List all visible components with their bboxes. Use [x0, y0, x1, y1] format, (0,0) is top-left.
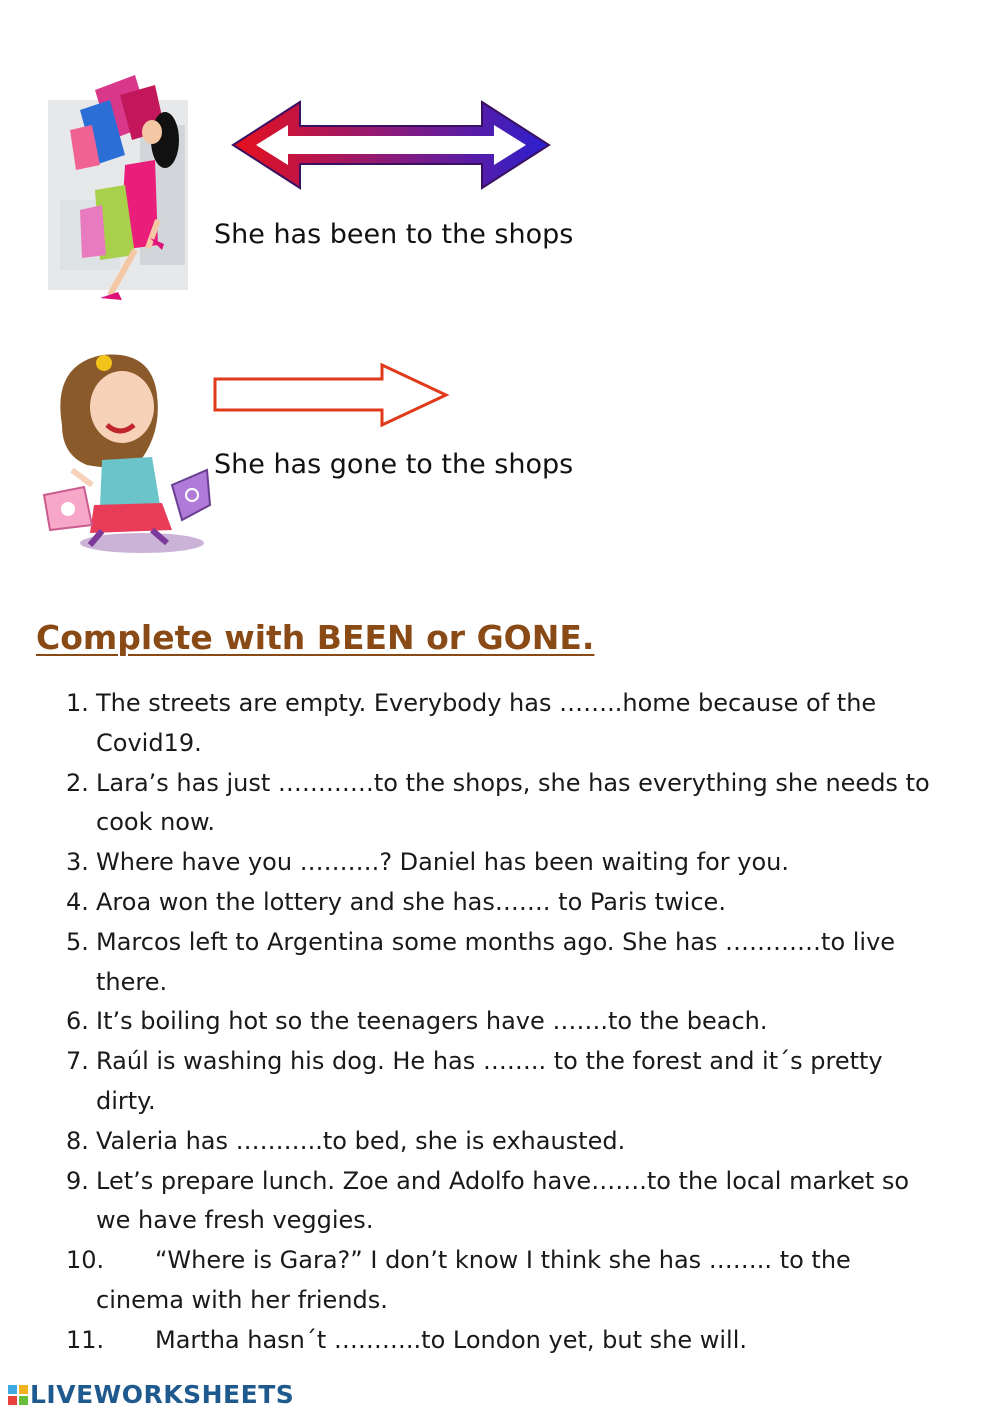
- item-number: 1.: [66, 689, 89, 717]
- right-arrow-icon: [212, 362, 450, 428]
- exercise-heading: Complete with BEEN or GONE.: [36, 618, 595, 657]
- item-number: 8.: [66, 1126, 89, 1155]
- gone-caption: She has gone to the shops: [214, 449, 574, 480]
- item-number: 5.: [66, 927, 89, 956]
- item-text: Aroa won the lottery and she has……. to Paris twice.: [96, 888, 726, 916]
- item-text: Lara’s has just …………to the shops, she has everything she needs to: [96, 768, 930, 797]
- item-number: 11.: [66, 1325, 105, 1354]
- double-arrow-icon: [228, 98, 554, 192]
- item-text: Let’s prepare lunch. Zoe and Adolfo have…….to the local market so: [96, 1166, 910, 1195]
- item-number: 6.: [66, 1007, 89, 1036]
- girl-shopping-illustration: [32, 345, 212, 555]
- item-number: 4.: [66, 888, 89, 916]
- item-text: Marcos left to Argentina some months ago. She has …………to live: [96, 927, 896, 956]
- item-text-continued: cook now.: [96, 808, 216, 837]
- item-text: Martha hasn´t ………..to London yet, but she will.: [155, 1325, 747, 1354]
- liveworksheets-logo: [8, 1380, 294, 1409]
- item-text-continued: dirty.: [96, 1086, 156, 1115]
- item-number: 7.: [66, 1047, 89, 1076]
- shopping-woman-illustration: [40, 70, 195, 310]
- item-number: 2.: [66, 768, 89, 797]
- item-text-continued: cinema with her friends.: [96, 1285, 388, 1314]
- item-text: Raúl is washing his dog. He has …….. to the forest and it´s pretty: [96, 1047, 883, 1076]
- item-text: “Where is Gara?” I don’t know I think she has …….. to the: [155, 1246, 851, 1275]
- item-text-continued: there.: [96, 967, 168, 996]
- item-text: It’s boiling hot so the teenagers have …….to the beach.: [96, 1007, 768, 1036]
- item-text: Where have you ……….? Daniel has been waiting for you.: [96, 848, 789, 877]
- item-text: The streets are empty. Everybody has ……..home because of the: [96, 689, 877, 717]
- item-number: 3.: [66, 848, 89, 877]
- logo-text: LIVEWORKSHEETS: [30, 1380, 295, 1409]
- item-number: 10.: [66, 1246, 105, 1275]
- item-text: Valeria has ………..to bed, she is exhausted.: [96, 1126, 626, 1155]
- item-number: 9.: [66, 1166, 89, 1195]
- item-text-continued: Covid19.: [96, 728, 202, 757]
- item-text-continued: we have fresh veggies.: [96, 1206, 374, 1235]
- liveworksheets-logo-icon: [8, 1385, 28, 1405]
- been-caption: She has been to the shops: [214, 219, 574, 250]
